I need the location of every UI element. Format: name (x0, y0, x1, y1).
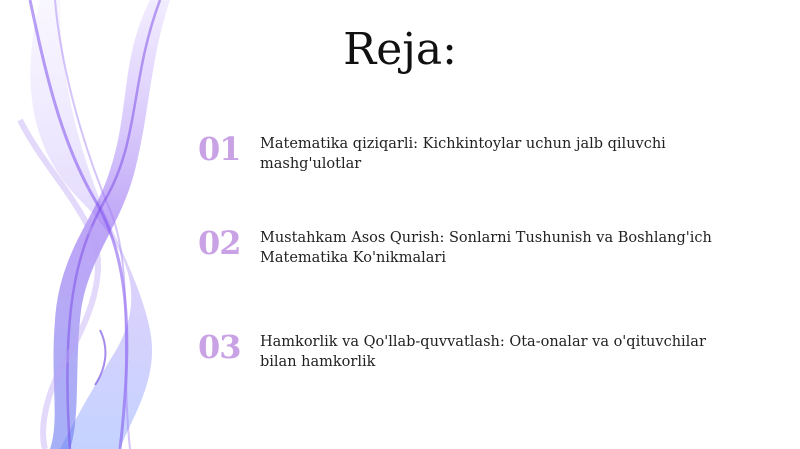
purple-smoke-ribbon-decoration (0, 0, 200, 449)
agenda-item-2 (198, 225, 738, 285)
agenda-text: Mustahkam Asos Qurish: Sonlarni Tushunish va Boshlang'ich Matematika Ko'nikmalari (260, 230, 712, 266)
agenda-number: 02 (198, 224, 241, 262)
agenda-number: 03 (198, 328, 241, 366)
agenda-number: 01 (198, 130, 241, 168)
agenda-item-1 (198, 131, 738, 191)
agenda-item-3 (198, 329, 738, 389)
slide-title: Reja: (343, 24, 457, 75)
agenda-text: Hamkorlik va Qo'llab-quvvatlash: Ota-onalar va o'qituvchilar bilan hamkorlik (260, 334, 706, 370)
agenda-text: Matematika qiziqarli: Kichkintoylar uchun jalb qiluvchi mashg'ulotlar (260, 136, 666, 172)
